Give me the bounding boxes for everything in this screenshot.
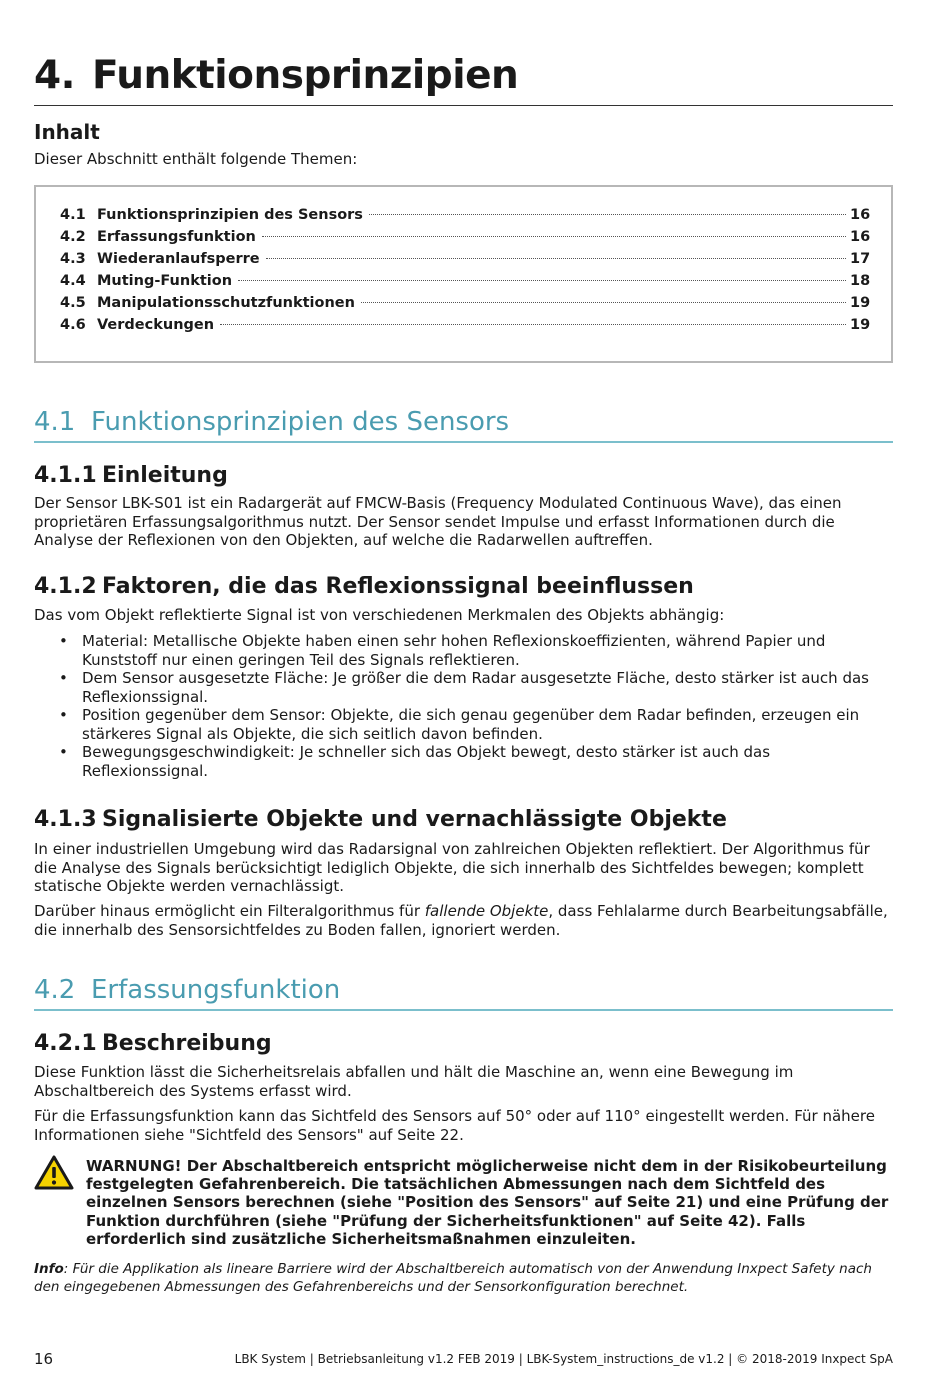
chapter-number: 4.: [34, 53, 75, 98]
warning-text: WARNUNG! Der Abschaltbereich entspricht möglicherweise nicht dem in der Risikobeurteilung festgelegten Gefahrenbereich. Die tatsächlichen Abmessungen nach dem Sichtfeld des einzelnen Sensors berechnen (siehe "Position des Sensors" auf Seite 21) und eine Prüfung der Funktion durchführen (siehe "Prüfung der Sicherheitsfunktionen" auf Seite 42). Falls erforderlich sind zusätzliche Sicherheitsmaßnahmen einzuleiten.: [86, 1157, 889, 1248]
bullet-icon: •: [59, 706, 68, 724]
info-note: [34, 1261, 893, 1296]
paragraph-text: , dass Fehlalarme durch Bearbeitungsabfälle, die innerhalb des Sensorsichtfeldes zu Boden fallen, ignoriert werden.: [34, 902, 888, 939]
section-title: Funktionsprinzipien des Sensors: [91, 407, 510, 437]
list-item: [34, 706, 893, 743]
toc-entry[interactable]: [60, 251, 870, 273]
subsection-number: 4.1.1: [34, 463, 97, 488]
toc-entry-page: 19: [850, 317, 871, 333]
subsection-heading-4-1-1: [34, 462, 228, 490]
footer-text: LBK System | Betriebsanleitung v1.2 FEB 2019 | LBK-System_instructions_de v1.2 | © 2018-2019 Inxpect SpA: [234, 1352, 893, 1366]
subsection-heading-4-1-3: [34, 806, 727, 834]
subsection-title: Beschreibung: [102, 1031, 272, 1056]
toc-leader: [238, 280, 846, 281]
paragraph: Das vom Objekt reflektierte Signal ist von verschiedenen Merkmalen des Objekts abhängig:: [34, 606, 725, 624]
toc-leader: [262, 236, 846, 237]
subsection-title: Faktoren, die das Reflexionssignal beeinflussen: [102, 574, 694, 599]
toc-entry-page: 16: [850, 207, 871, 223]
toc-entry-title: Erfassungsfunktion: [97, 229, 256, 245]
section-heading-4-1: [34, 405, 893, 443]
paragraph: Für die Erfassungsfunktion kann das Sichtfeld des Sensors auf 50° oder auf 110° eingestellt werden. Für nähere Informationen siehe "Sichtfeld des Sensors" auf Seite 22.: [34, 1107, 875, 1144]
bullet-icon: •: [59, 632, 68, 650]
toc-entry-number: 4.4: [60, 273, 86, 289]
section-heading-4-2: [34, 973, 893, 1011]
toc-entry-number: 4.6: [60, 317, 86, 333]
paragraph: Der Sensor LBK-S01 ist ein Radargerät auf FMCW-Basis (Frequency Modulated Continuous Wave), das einen proprietären Erfassungsalgorithmus nutzt. Der Sensor sendet Impulse und erfasst Informationen durch die Analyse der Reflexionen von den Objekten, auf welche die Radarwellen auftreffen.: [34, 494, 842, 549]
bullet-icon: •: [59, 669, 68, 687]
section-number: 4.1: [34, 407, 76, 437]
list-item-text: Position gegenüber dem Sensor: Objekte, die sich genau gegenüber dem Radar befinden, erzeugen ein stärkeres Signal als Objekte, die sich seitlich davon befinden.: [82, 706, 860, 743]
section-number: 4.2: [34, 975, 76, 1005]
toc-entry-number: 4.2: [60, 229, 86, 245]
subsection-heading-4-2-1: [34, 1030, 272, 1058]
list-item-text: Material: Metallische Objekte haben einen sehr hohen Reflexionskoeffizienten, während Papier und Kunststoff nur einen geringen Teil des Signals reflektieren.: [82, 632, 826, 669]
toc-entry-title: Wiederanlaufsperre: [97, 251, 260, 267]
list-item-text: Bewegungsgeschwindigkeit: Je schneller sich das Objekt bewegt, desto stärker ist auch das Reflexionssignal.: [82, 743, 771, 780]
table-of-contents: [34, 185, 893, 363]
info-text: : Für die Applikation als lineare Barriere wird der Abschaltbereich automatisch von der Anwendung Inxpect Safety nach den eingegebenen Abmessungen des Gefahrenbereichs und der Sensorkonfiguration berechnet.: [34, 1261, 872, 1295]
list-item: [34, 743, 893, 780]
page-number: 16: [34, 1350, 54, 1368]
toc-entry-number: 4.5: [60, 295, 86, 311]
contents-heading: Inhalt: [34, 120, 100, 144]
toc-entry[interactable]: [60, 229, 870, 251]
subsection-title: Signalisierte Objekte und vernachlässigte Objekte: [102, 807, 727, 832]
warning-triangle-icon: [34, 1155, 74, 1191]
bullet-icon: •: [59, 743, 68, 761]
list-item: [34, 632, 893, 669]
toc-entry[interactable]: [60, 207, 870, 229]
chapter-heading: [34, 50, 893, 106]
emphasis-text: fallende Objekte: [424, 902, 549, 920]
toc-entry-title: Funktionsprinzipien des Sensors: [97, 207, 363, 223]
toc-entry[interactable]: [60, 273, 870, 295]
subsection-heading-4-1-2: [34, 573, 694, 601]
chapter-title: Funktionsprinzipien: [92, 53, 519, 98]
paragraph: [34, 902, 893, 939]
list-item: [34, 669, 893, 706]
toc-entry-title: Verdeckungen: [97, 317, 215, 333]
paragraph-text: Darüber hinaus ermöglicht ein Filteralgorithmus für: [34, 902, 425, 920]
toc-leader: [361, 302, 846, 303]
toc-leader: [369, 214, 846, 215]
toc-entry-page: 16: [850, 229, 871, 245]
toc-entry-page: 18: [850, 273, 871, 289]
toc-entry-title: Manipulationsschutzfunktionen: [97, 295, 355, 311]
toc-entry[interactable]: [60, 317, 870, 339]
toc-leader: [266, 258, 846, 259]
section-title: Erfassungsfunktion: [91, 975, 341, 1005]
toc-entry[interactable]: [60, 295, 870, 317]
paragraph: Diese Funktion lässt die Sicherheitsrelais abfallen und hält die Maschine an, wenn eine Bewegung im Abschaltbereich des Systems erfasst wird.: [34, 1063, 794, 1100]
toc-entry-title: Muting-Funktion: [97, 273, 233, 289]
subsection-number: 4.1.2: [34, 574, 97, 599]
contents-intro: Dieser Abschnitt enthält folgende Themen:: [34, 150, 358, 168]
list-item-text: Dem Sensor ausgesetzte Fläche: Je größer die dem Radar ausgesetzte Fläche, desto stärker ist auch das Reflexionssignal.: [82, 669, 869, 706]
info-label: Info: [34, 1261, 64, 1277]
toc-entry-number: 4.3: [60, 251, 86, 267]
toc-entry-page: 19: [850, 295, 871, 311]
toc-entry-page: 17: [850, 251, 871, 267]
subsection-number: 4.2.1: [34, 1031, 97, 1056]
toc-entry-number: 4.1: [60, 207, 86, 223]
subsection-number: 4.1.3: [34, 807, 97, 832]
bullet-list: [34, 632, 893, 780]
toc-leader: [220, 324, 846, 325]
subsection-title: Einleitung: [102, 463, 228, 488]
paragraph: In einer industriellen Umgebung wird das Radarsignal von zahlreichen Objekten reflektiert. Der Algorithmus für die Analyse des Signals berücksichtigt lediglich Objekte, die sich innerhalb des Sichtfeldes bewegen; komplett statische Objekte werden vernachlässigt.: [34, 840, 870, 895]
